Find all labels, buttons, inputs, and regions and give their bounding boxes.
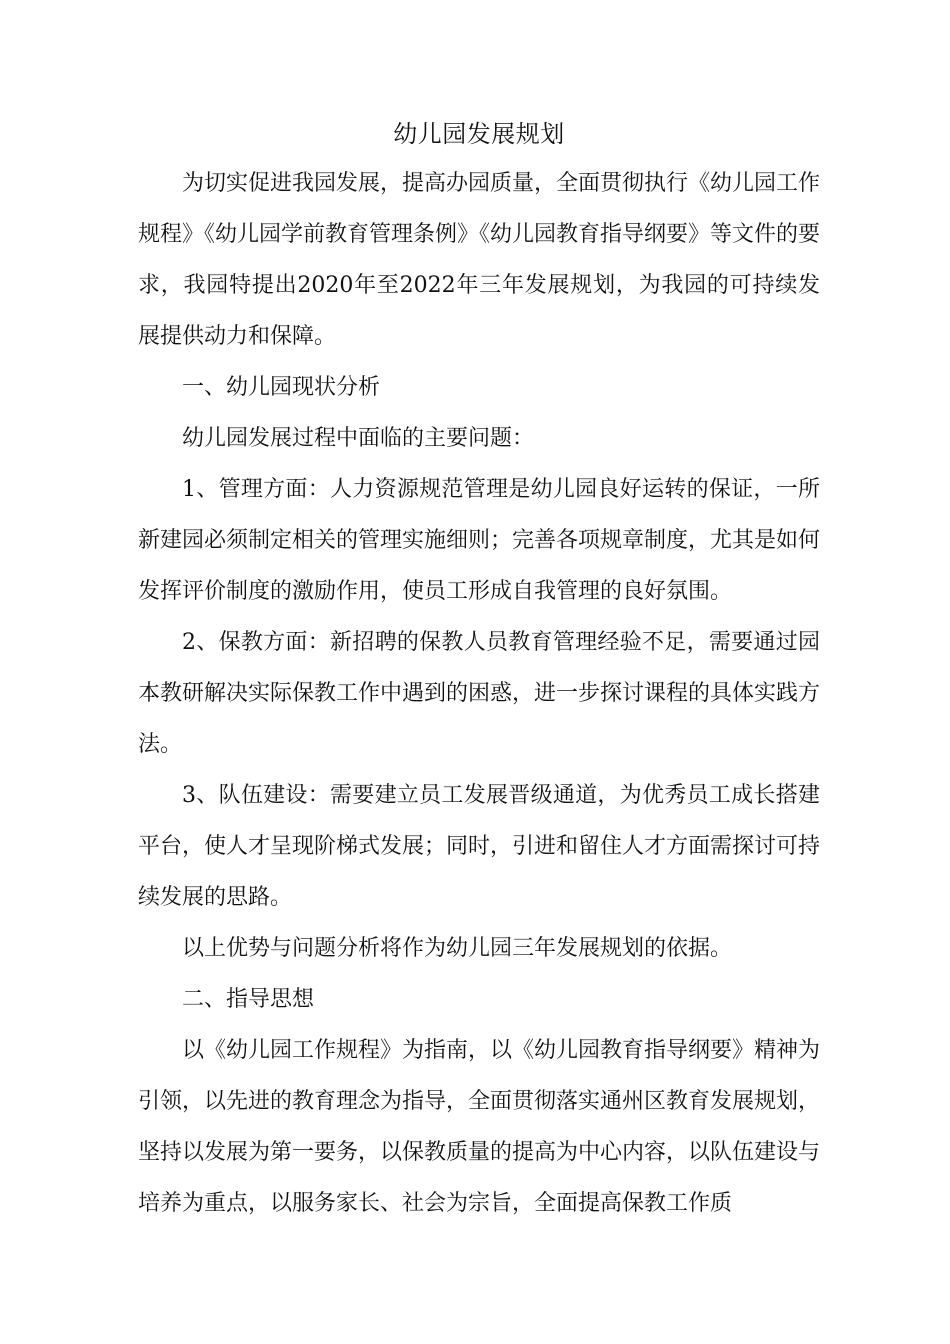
problems-intro: 幼儿园发展过程中面临的主要问题： xyxy=(182,426,535,451)
document-title: 幼儿园发展规划 xyxy=(393,120,565,148)
document-page xyxy=(138,116,820,1229)
analysis-summary: 以上优势与问题分析将作为幼儿园三年发展规划的依据。 xyxy=(182,936,733,961)
section-heading-guiding: 二、指导思想 xyxy=(182,987,315,1012)
problem-education: 2、保教方面：新招聘的保教人员教育管理经验不足，需要通过园本教研解决实际保教工作中遇到的困惑，进一步探讨课程的具体实践方法。 xyxy=(138,630,821,757)
intro-paragraph: 为切实促进我园发展，提高办园质量，全面贯彻执行《幼儿园工作规程》《幼儿园学前教育管理条例》《幼儿园教育指导纲要》等文件的要求，我园特提出2020年至2022年三年发展规划，为我园的可持续发展提供动力和保障。 xyxy=(138,171,821,349)
guiding-paragraph: 以《幼儿园工作规程》为指南，以《幼儿园教育指导纲要》精神为引领，以先进的教育理念为指导，全面贯彻落实通州区教育发展规划，坚持以发展为第一要务，以保教质量的提高为中心内容，以队伍建设与培养为重点，以服务家长、社会为宗旨，全面提高保教工作质 xyxy=(138,1038,821,1216)
problem-management: 1、管理方面：人力资源规范管理是幼儿园良好运转的保证，一所新建园必须制定相关的管理实施细则；完善各项规章制度，尤其是如何发挥评价制度的激励作用，使员工形成自我管理的良好氛围。 xyxy=(138,477,821,604)
section-heading-status: 一、幼儿园现状分析 xyxy=(182,375,381,400)
problem-team: 3、队伍建设：需要建立员工发展晋级通道，为优秀员工成长搭建平台，使人才呈现阶梯式发展；同时，引进和留住人才方面需探讨可持续发展的思路。 xyxy=(138,783,821,910)
